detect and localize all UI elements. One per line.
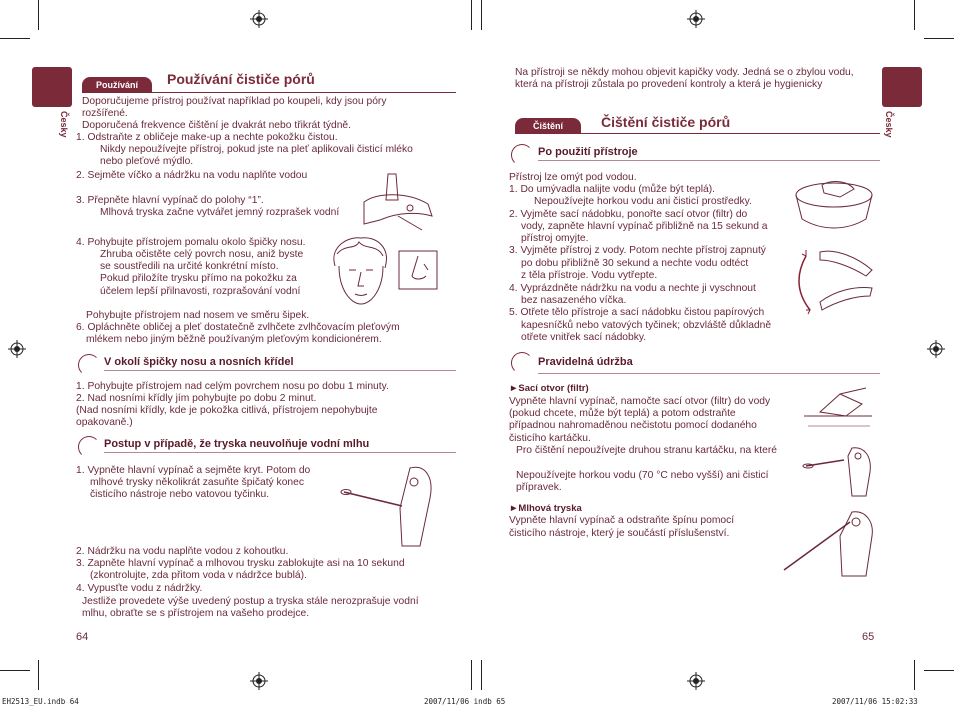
page-number: 64: [76, 631, 89, 643]
step-line: (pokud chcete, může být teplá) a potom odstraňte: [509, 408, 736, 419]
crop-mark: [481, 660, 482, 690]
subsection-bullet-icon: [511, 352, 533, 374]
subsection-rule: [538, 160, 880, 161]
step-line: z těla přístroje. Vodu vytřepte.: [521, 270, 658, 281]
registration-mark-icon: [8, 340, 26, 358]
step-line: čisticího kartáčku.: [509, 433, 591, 444]
step-line: opakovaně.): [76, 417, 133, 428]
step-line: přípravek.: [516, 482, 562, 493]
face-illustration: [325, 236, 395, 308]
step-line: Nepoužívejte horkou vodu ani čisticí prostředky.: [534, 196, 752, 207]
registration-mark-icon: [927, 340, 945, 358]
step-line: 4. Pohybujte přístrojem pomalu okolo špičky nosu.: [76, 237, 306, 248]
step-line: Přístroj lze omýt pod vodou.: [509, 172, 637, 183]
step-line: bez nasazeného víčka.: [521, 295, 627, 306]
step-line: čisticího nástroje nebo vatovou tyčinku.: [90, 489, 270, 500]
step-line: Nikdy nepoužívejte přístroj, pokud jste na pleť aplikovali čisticí mléko: [100, 144, 413, 155]
crop-mark: [924, 38, 954, 39]
intro-line: rozšířené.: [82, 108, 128, 119]
crop-mark: [38, 660, 39, 690]
language-tab: [32, 67, 72, 107]
crop-mark: [914, 660, 915, 690]
subsection-rule: [104, 452, 456, 453]
subsection-title: Po použití přístroje: [538, 146, 638, 158]
shaking-device-illustration: [792, 240, 876, 320]
step-line: 4. Vypusťte vodu z nádržky.: [76, 583, 203, 594]
page-number: 65: [862, 631, 875, 643]
crop-mark: [0, 670, 30, 671]
step-line: 2. Vyjměte sací nádobku, ponořte sací otvor (filtr) do: [509, 209, 748, 220]
registration-mark-icon: [250, 672, 268, 690]
section-pill: Používání: [82, 77, 152, 93]
registration-mark-icon: [250, 10, 268, 28]
step-line: účelem lepší přilnavosti, rozprašování vodní: [100, 286, 301, 297]
subsection-bullet-icon: [78, 354, 100, 376]
crop-mark: [38, 0, 39, 30]
step-line: 1. Odstraňte z obličeje make-up a nechte pokožku čistou.: [76, 132, 338, 143]
step-line: 3. Zapněte hlavní vypínač a mlhovou trysku zablokujte asi na 10 sekund: [76, 558, 405, 569]
step-line: kapesníčků nebo vatových tyčinek; obzvláště důkladně: [521, 320, 772, 331]
step-line: čisticího nástroje, který je součástí příslušenství.: [509, 528, 730, 539]
step-line: 2. Nádržku na vodu naplňte vodou z kohoutku.: [76, 546, 289, 557]
maintenance-heading: ►Mlhová tryska: [509, 503, 582, 514]
step-line: Pro čištění nepoužívejte druhou stranu kartáčku, na které: [516, 445, 778, 456]
crop-mark: [471, 0, 472, 30]
section-rule: [82, 92, 456, 93]
section-rule: [515, 133, 880, 134]
step-line: Vypněte hlavní vypínač a odstraňte špínu pomocí: [509, 515, 735, 526]
subsection-title: Pravidelná údržba: [538, 356, 633, 368]
maintenance-heading: ►Sací otvor (filtr): [509, 383, 589, 394]
subsection-title: Postup v případě, že tryska neuvolňuje vodní mlhu: [104, 438, 370, 450]
subsection-title: V okolí špičky nosu a nosních křídel: [104, 356, 294, 368]
crop-mark: [924, 670, 954, 671]
step-line: 2. Sejměte víčko a nádržku na vodu naplňte vodou: [76, 170, 308, 181]
filter-illustration: [800, 386, 876, 436]
step-line: otřete vnitřek sací nádobky.: [521, 332, 647, 343]
step-line: 1. Pohybujte přístrojem nad celým povrchem nosu po dobu 1 minuty.: [76, 381, 389, 392]
step-line: mlékem nebo jiným běžně používaným pleťovým kondicionérem.: [86, 334, 382, 345]
subsection-bullet-icon: [78, 436, 100, 458]
step-line: mlhové trysky několikrát zasuňte špičatý konec: [90, 477, 305, 488]
language-tab: [882, 67, 922, 107]
step-line: Jestliže provedete výše uvedený postup a tryska stále nerozprašuje vodní: [82, 596, 419, 607]
side-language-label: Česky: [884, 111, 894, 138]
step-line: Mlhová tryska začne vytvářet jemný rozprašek vodní: [100, 207, 340, 218]
brush-illustration: [800, 442, 876, 498]
registration-mark-icon: [687, 672, 705, 690]
note-line: která na přístroji zůstala po provedení kontroly a která je hygienicky: [515, 79, 823, 90]
step-line: 6. Opláchněte obličej a pleť dostatečně zvlhčete zvlhčovacím pleťovým: [76, 322, 400, 333]
step-line: případnou nahromaděnou nečistotu pomocí dodaného: [509, 420, 757, 431]
step-line: Pokud přiložíte trysku přímo na pokožku za: [100, 273, 297, 284]
device-on-switch-illustration: [358, 172, 436, 232]
step-line: 5. Otřete tělo přístroje a sací nádobku čistou papírových: [509, 307, 765, 318]
nozzle-tool-illustration: [780, 506, 876, 580]
subsection-rule: [538, 373, 880, 374]
step-line: 1. Do umývadla nalijte vodu (může být teplá).: [509, 184, 716, 195]
step-line: Zhruba očistěte celý povrch nosu, aniž byste: [100, 249, 304, 260]
step-line: (zkontrolujte, zda přitom voda v nádržce bublá).: [90, 570, 307, 581]
step-line: 3. Vyjměte přístroj z vody. Potom nechte přístroj zapnutý: [509, 245, 766, 256]
registration-mark-icon: [687, 10, 705, 28]
print-footer: 2007/11/06 indb 65: [424, 697, 506, 706]
basin-illustration: [792, 175, 876, 233]
step-line: mlhu, obraťte se s přístrojem na vašeho prodejce.: [82, 608, 310, 619]
section-title: Čištění čističe pórů: [601, 114, 731, 130]
step-line: (Nad nosními křídly, kde je pokožka citlivá, přístrojem nepohybujte: [76, 405, 378, 416]
crop-mark: [0, 38, 30, 39]
crop-mark: [914, 0, 915, 30]
subsection-rule: [104, 370, 456, 371]
intro-line: Doporučená frekvence čištění je dvakrát nebo třikrát týdně.: [82, 120, 352, 131]
subsection-bullet-icon: [511, 144, 533, 166]
nose-closeup-illustration: [398, 250, 438, 290]
section-title: Používání čističe pórů: [167, 71, 315, 87]
step-line: 4. Vyprázdněte nádržku na vodu a nechte ji vyschnout: [509, 283, 756, 294]
step-line: Vypněte hlavní vypínač, namočte sací otvor (filtr) do vody: [509, 396, 771, 407]
step-line: po dobu přibližně 30 sekund a nechte vodu odtéct: [521, 258, 749, 269]
step-line: se soustředili na určité konkrétní místo.: [100, 261, 279, 272]
swab-cleaning-illustration: [340, 458, 440, 550]
step-line: 2. Nad nosními křídly jím pohybujte po dobu 2 minut.: [76, 393, 317, 404]
note-line: Na přístroji se někdy mohou objevit kapičky vody. Jedná se o zbylou vodu,: [515, 67, 854, 78]
print-footer: 2007/11/06 15:02:33: [832, 697, 918, 706]
step-line: vody, zapněte hlavní vypínač přibližně na 15 sekund a: [521, 221, 768, 232]
print-footer: EH2513_EU.indb 64: [2, 697, 79, 706]
side-language-label: Česky: [59, 111, 69, 138]
step-line: přístroj omyjte.: [521, 233, 589, 244]
step-line: 1. Vypněte hlavní vypínač a sejměte kryt. Potom do: [76, 465, 311, 476]
step-line: nebo pleťové mýdlo.: [100, 156, 194, 167]
step-line: Pohybujte přístrojem nad nosem ve směru šipek.: [86, 310, 310, 321]
crop-mark: [481, 0, 482, 30]
step-line: 3. Přepněte hlavní vypínač do polohy “1”.: [76, 195, 264, 206]
step-line: Nepoužívejte horkou vodu (70 °C nebo vyšší) ani čisticí: [516, 470, 769, 481]
section-pill: Čištění: [515, 118, 581, 134]
crop-mark: [471, 660, 472, 690]
intro-line: Doporučujeme přístroj používat například po koupeli, kdy jsou póry: [82, 96, 387, 107]
